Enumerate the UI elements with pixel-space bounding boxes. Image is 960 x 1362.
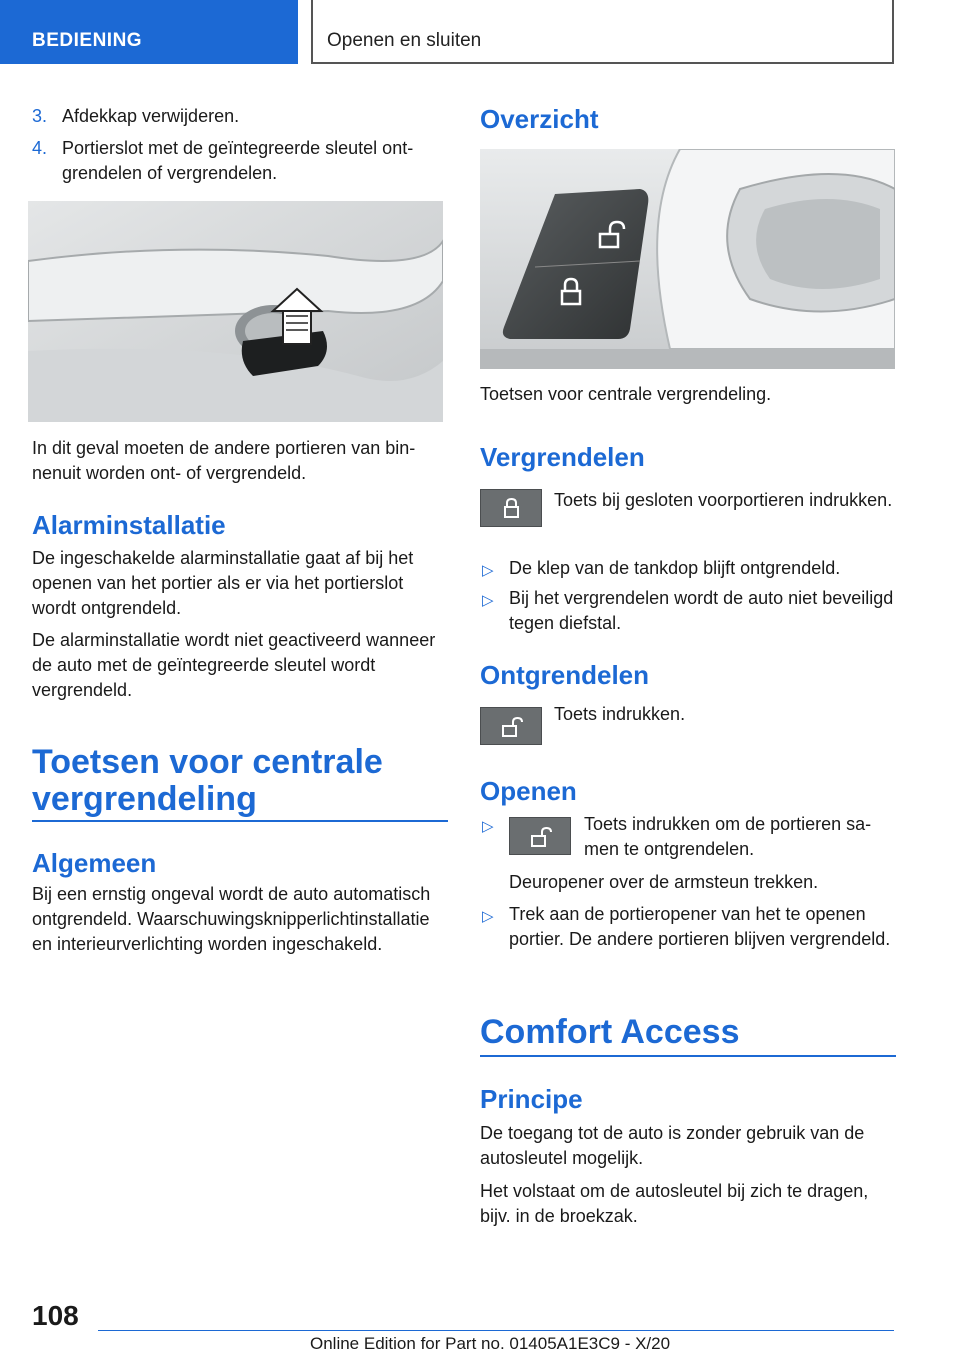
list-item-text: De klep van de tankdop blijft ontgrendeld. xyxy=(509,558,841,578)
section-label: BEDIENING xyxy=(32,30,143,51)
alarm-paragraph-1: De ingeschakelde alarminstallatie gaat af bij het openen van het portier als er via het portierslot wordt ontgrendeld. xyxy=(32,548,414,618)
overview-heading: Overzicht xyxy=(480,104,599,134)
principle-paragraph-2: Het volstaat om de autosleutel bij zich te dragen, bijv. in de broekzak. xyxy=(480,1181,869,1226)
triangle-right-icon: ▷ xyxy=(482,818,494,835)
step-text: Afdekkap verwijderen. xyxy=(62,106,240,126)
open-sub-text: Deuropener over de armsteun trekken. xyxy=(509,872,819,892)
section-rule xyxy=(480,1055,896,1057)
photo-note: In dit geval moeten de andere portieren van binnenuit worden ont- of vergrendeld. xyxy=(32,438,416,483)
central-locking-title: Toetsen voor centrale vergrendeling xyxy=(32,743,383,818)
lock-open-icon xyxy=(480,707,542,745)
principle-paragraph-1: De toegang tot de auto is zonder gebruik van de autosleutel mogelijk. xyxy=(480,1123,865,1168)
comfort-access-title: Comfort Access xyxy=(480,1013,740,1051)
step-text: Portierslot met de geïntegreerde sleutel ontgrendelen of vergrendelen. xyxy=(62,138,414,183)
step-number: 3. xyxy=(32,106,48,126)
door-lock-photo xyxy=(28,201,443,422)
lock-open-icon xyxy=(509,817,571,855)
alarm-heading: Alarminstallatie xyxy=(32,510,226,540)
principle-heading: Principe xyxy=(480,1084,583,1114)
open-heading: Openen xyxy=(480,776,577,806)
lock-icon-text: Toets bij gesloten voorportieren indrukken. xyxy=(554,490,893,510)
triangle-right-icon: ▷ xyxy=(482,562,494,579)
list-item-text: Bij het vergrendelen wordt de auto niet beveiligd tegen diefstal. xyxy=(509,588,894,633)
open-icon-text: Toets indrukken om de portieren samen te ontgrendelen. xyxy=(584,814,872,859)
lock-heading: Vergrendelen xyxy=(480,442,645,472)
central-locking-buttons-photo xyxy=(480,149,895,369)
chapter-header xyxy=(311,0,894,64)
triangle-right-icon: ▷ xyxy=(482,908,494,925)
triangle-right-icon: ▷ xyxy=(482,592,494,609)
lock-closed-icon xyxy=(480,489,542,527)
section-tab xyxy=(0,0,298,64)
list-item-text: Trek aan de portieropener van het te openen portier. De andere portieren blijven vergrendeld. xyxy=(509,904,891,949)
chapter-title: Openen en sluiten xyxy=(327,30,482,51)
footer-rule xyxy=(98,1330,894,1331)
page-number: 108 xyxy=(32,1300,79,1331)
section-rule xyxy=(32,820,448,822)
general-paragraph: Bij een ernstig ongeval wordt de auto automatisch ontgrendeld. Waarschuwingsknipperlichtinstallatie en interieurverlichting worden ingeschakeld. xyxy=(32,884,431,954)
edition-text: Online Edition for Part no. 01405A1E3C9 - X/20 xyxy=(310,1334,671,1353)
alarm-paragraph-2: De alarminstallatie wordt niet geactiveerd wanneer de auto met de geïntegreerde sleutel wordt vergrendeld. xyxy=(32,630,436,700)
overview-caption: Toetsen voor centrale vergrendeling. xyxy=(480,384,772,404)
unlock-icon-text: Toets indrukken. xyxy=(554,704,686,724)
step-number: 4. xyxy=(32,138,48,158)
general-heading: Algemeen xyxy=(32,848,157,878)
unlock-heading: Ontgrendelen xyxy=(480,660,650,690)
